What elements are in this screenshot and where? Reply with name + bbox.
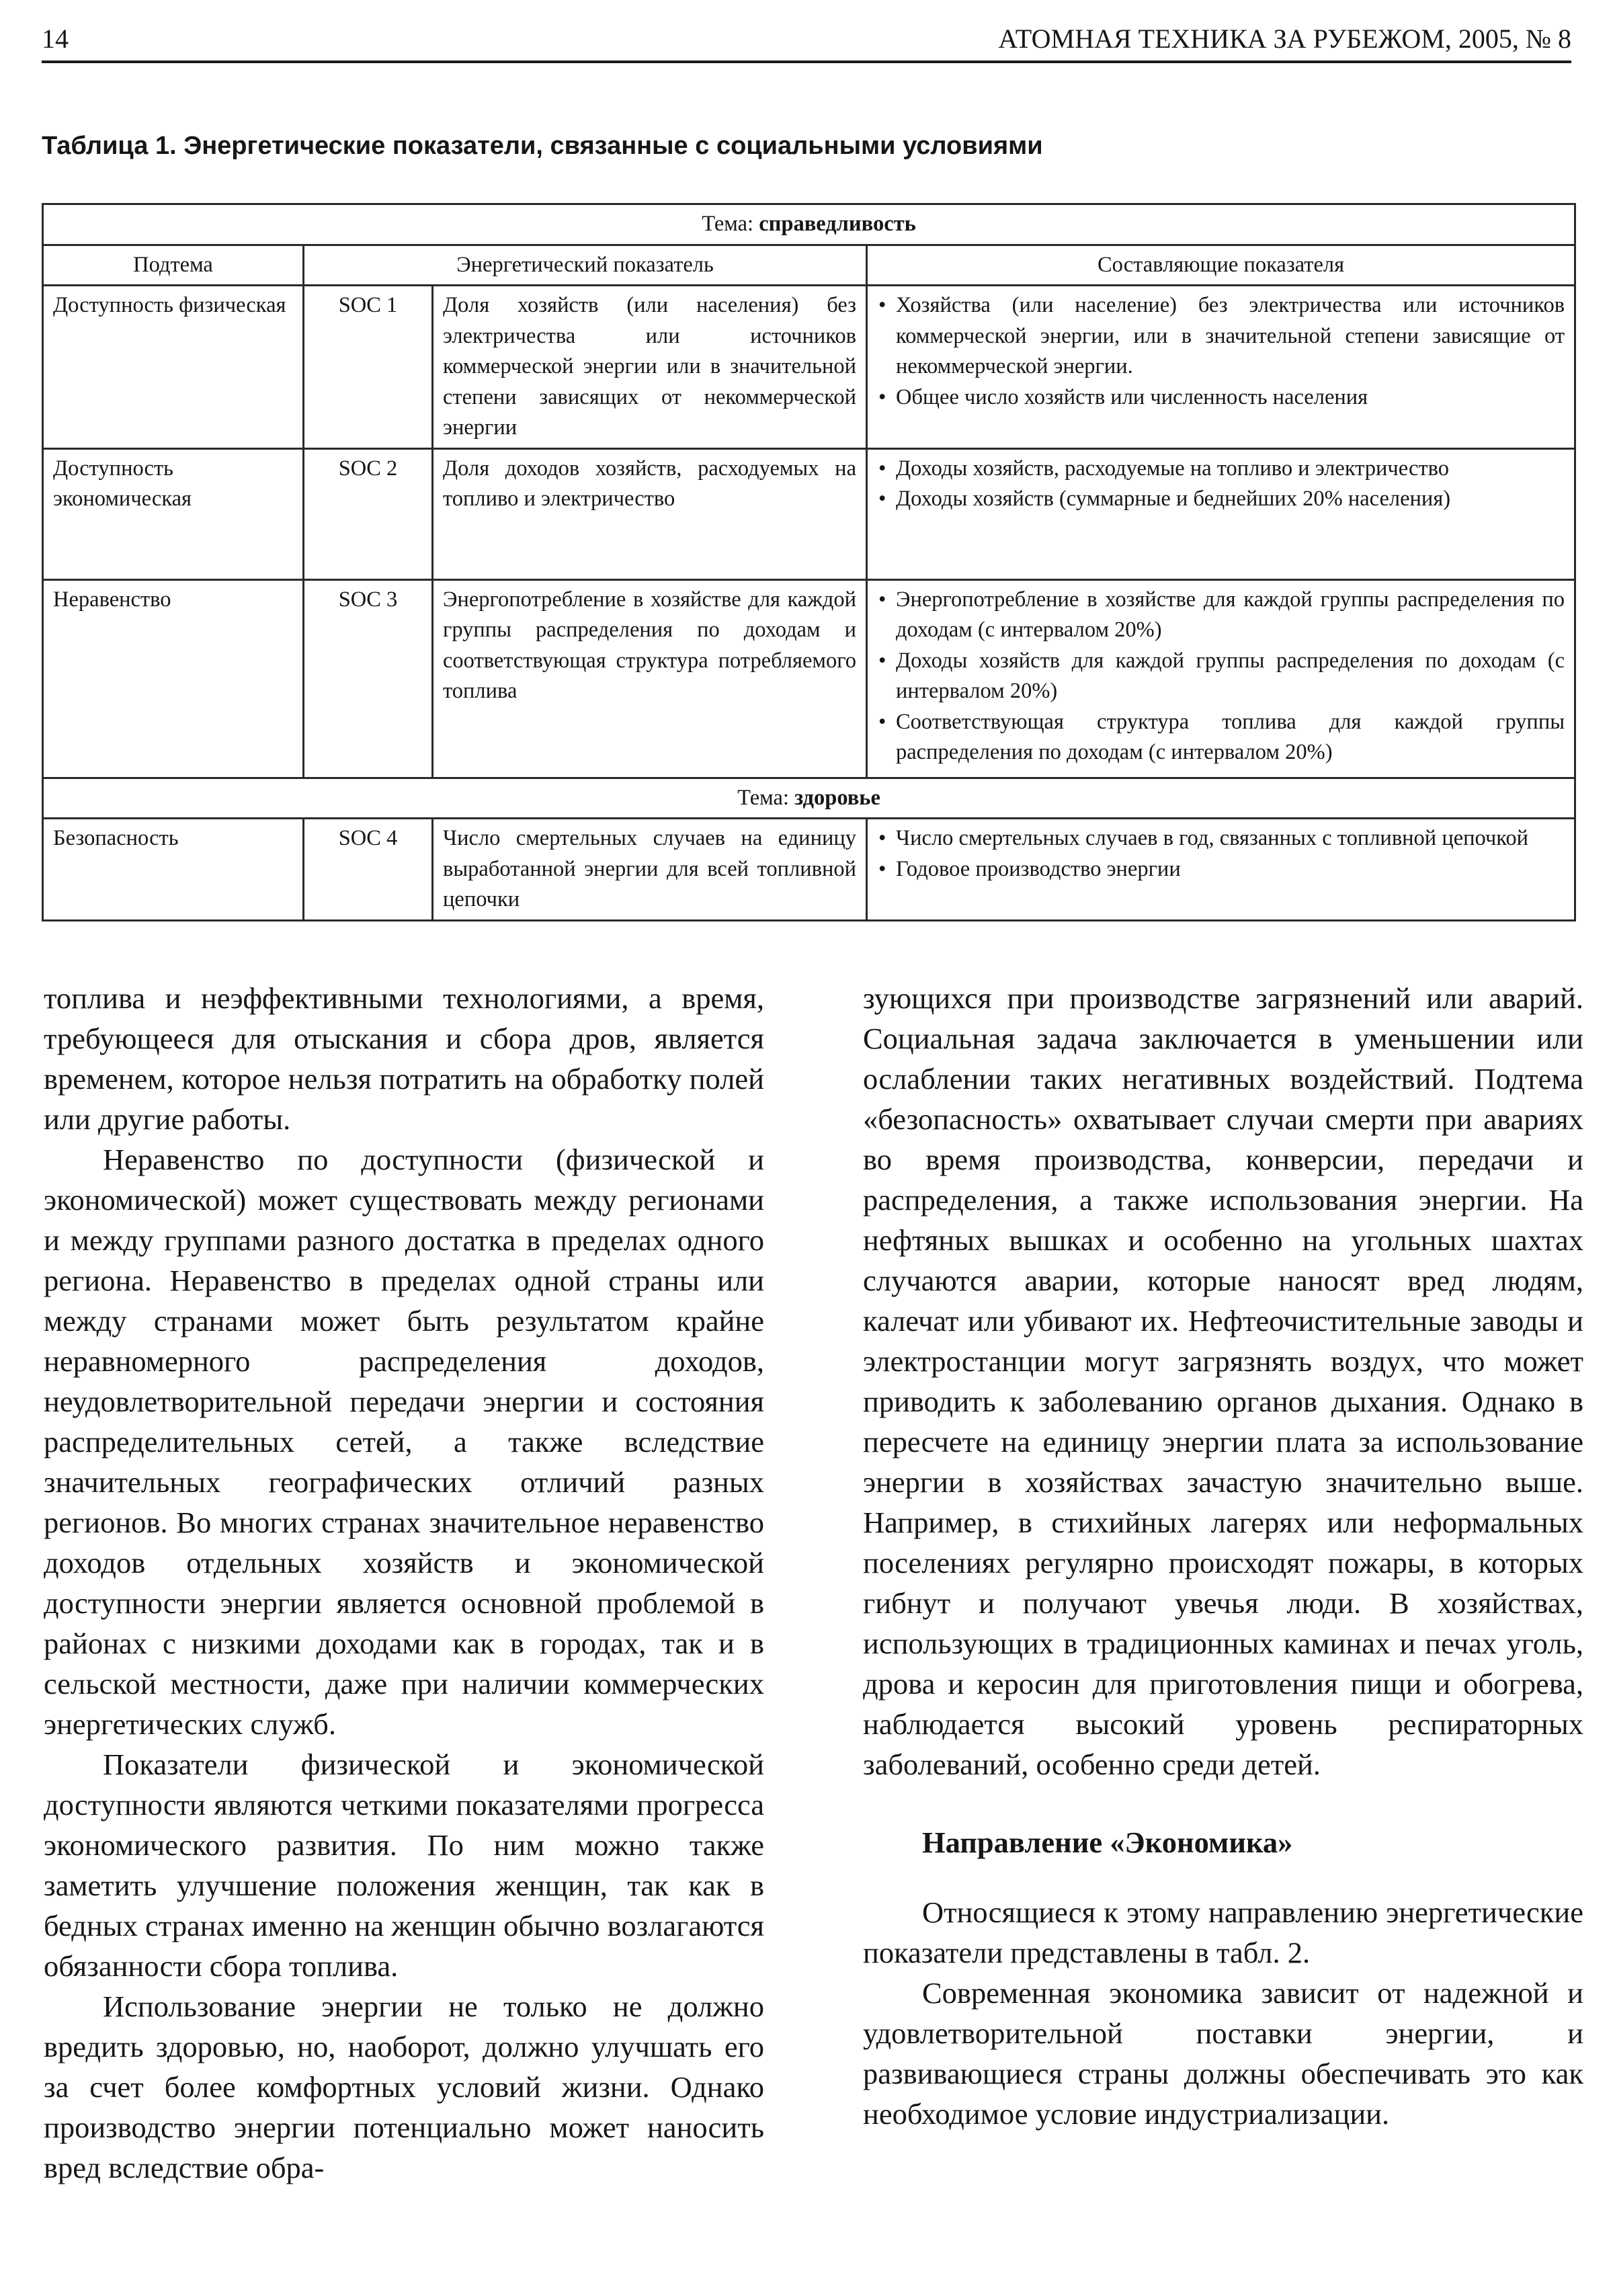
components-cell	[867, 448, 1575, 579]
theme-name: справедливость	[759, 212, 916, 236]
components-cell	[867, 286, 1575, 449]
right-column	[863, 978, 1583, 2134]
component-item: • Доходы хозяйств для каждой группы распределения по доходам (с интервалом 20%)	[877, 646, 1565, 707]
component-item: • Годовое производство энергии	[877, 854, 1565, 885]
code-cell: SOC 2	[304, 448, 433, 579]
theme-label: Тема:	[737, 785, 795, 810]
running-header	[42, 23, 1571, 63]
paragraph: зующихся при производстве загрязнений или аварий. Социальная задача заключается в уменьшении или ослаблении таких негативных воздействий. Подтема «безопасность» охватывает случаи смерти при авариях во время производства, конверсии, передачи и распределения, а также использования энергии. На нефтяных вышках и особенно на угольных шахтах случаются аварии, которые наносят вред людям, калечат или убивают их. Нефтеочистительные заводы и электростанции могут загрязнять воздух, что может приводить к заболеванию органов дыхания. Однако в пересчете на единицу энергии плата за использование энергии в хозяйствах зачастую значительно выше. Например, в стихийных лагерях или неформальных поселениях регулярно происходят пожары, в которых гибнут и получают увечья люди. В хозяйствах, использующих в традиционных каминах и печах уголь, дрова и керосин для приготовления пищи и обогрева, наблюдается высокий уровень респираторных заболеваний, особенно среди детей.	[863, 981, 1583, 1781]
code-cell: SOC 1	[304, 286, 433, 449]
code-cell: SOC 3	[304, 579, 433, 778]
table-header-row	[43, 245, 1575, 286]
components-cell	[867, 579, 1575, 778]
header-subtheme: Подтема	[43, 245, 304, 286]
theme-name: здоровье	[794, 785, 880, 810]
component-item: • Доходы хозяйств (суммарные и беднейших 20% населения)	[877, 484, 1565, 515]
table-caption: Таблица 1. Энергетические показатели, связанные с социальными условиями	[42, 132, 1043, 160]
paragraph: Современная экономика зависит от надежной и удовлетворительной поставки энергии, и развивающиеся страны должны обеспечивать это как необходимое условие индустриализации.	[863, 1976, 1583, 2131]
paragraph: Неравенство по доступности (физической и экономической) может существовать между регионами и между группами разного достатка в пределах одного региона. Неравенство в пределах одной страны или между странами может быть результатом крайне неравномерного распределения доходов, неудовлетворительной передачи энергии и состояния распределительных сетей, а также вследствие значительных географических отличий разных регионов. Во многих странах значительное неравенство доходов отдельных хозяйств и экономической доступности энергии является основной проблемой в районах с низкими доходами как в городах, так и в сельской местности, даже при наличии коммерческих энергетических служб.	[44, 1143, 764, 1741]
section-heading: Направление «Экономика»	[922, 1826, 1293, 1859]
theme-label: Тема:	[702, 212, 759, 236]
indicators-table	[42, 203, 1576, 921]
component-item: • Доходы хозяйств, расходуемые на топливо и электричество	[877, 454, 1565, 485]
subtheme-cell: Неравенство	[43, 579, 304, 778]
subtheme-cell: Доступность экономическая	[43, 448, 304, 579]
paragraph: Использование энергии не только не должно вредить здоровью, но, наоборот, должно улучшать его за счет более комфортных условий жизни. Однако производство энергии потенциально может наносить вред вследствие обра-	[44, 1990, 764, 2184]
table-row	[43, 819, 1575, 921]
component-item: • Общее число хозяйств или численность населения	[877, 382, 1565, 413]
table-row	[43, 286, 1575, 449]
table-row	[43, 579, 1575, 778]
component-item: • Энергопотребление в хозяйстве для каждой группы распределения по доходам (с интервалом 20%)	[877, 585, 1565, 646]
code-cell: SOC 4	[304, 819, 433, 921]
indicator-cell: Число смертельных случаев на единицу выработанной энергии для всей топливной цепочки	[433, 819, 867, 921]
indicator-cell: Доля хозяйств (или населения) без электричества или источников коммерческой энергии или в значительной степени зависящих от некоммерческой энергии	[433, 286, 867, 449]
left-column	[44, 978, 764, 2188]
indicator-cell: Энергопотребление в хозяйстве для каждой группы распределения по доходам и соответствующая структура потребляемого топлива	[433, 579, 867, 778]
header-components: Составляющие показателя	[867, 245, 1575, 286]
theme-row-health	[43, 778, 1575, 819]
theme-row-justice	[43, 204, 1575, 245]
paragraph: Относящиеся к этому направлению энергетические показатели представлены в табл. 2.	[863, 1895, 1583, 1969]
page-number: 14	[42, 24, 69, 54]
component-item: • Хозяйства (или население) без электричества или источников коммерческой энергии, или в значительной степени зависящие от некоммерческой энергии.	[877, 290, 1565, 382]
subtheme-cell: Доступность физическая	[43, 286, 304, 449]
paragraph: топлива и неэффективными технологиями, а время, требующееся для отыскания и сбора дров, является временем, которое нельзя потратить на обработку полей или другие работы.	[44, 981, 764, 1136]
component-item: • Соответствующая структура топлива для каждой группы распределения по доходам (с интервалом 20%)	[877, 707, 1565, 768]
subtheme-cell: Безопасность	[43, 819, 304, 921]
paragraph: Показатели физической и экономической доступности являются четкими показателями прогресса экономического развития. По ним можно также заметить улучшение положения женщин, так как в бедных странах именно на женщин обычно возлагаются обязанности сбора топлива.	[44, 1748, 764, 1983]
journal-title: АТОМНАЯ ТЕХНИКА ЗА РУБЕЖОМ, 2005, № 8	[998, 24, 1571, 54]
indicator-cell: Доля доходов хозяйств, расходуемых на топливо и электричество	[433, 448, 867, 579]
header-indicator: Энергетический показатель	[304, 245, 867, 286]
component-item: • Число смертельных случаев в год, связанных с топливной цепочкой	[877, 823, 1565, 854]
components-cell	[867, 819, 1575, 921]
table-row	[43, 448, 1575, 579]
